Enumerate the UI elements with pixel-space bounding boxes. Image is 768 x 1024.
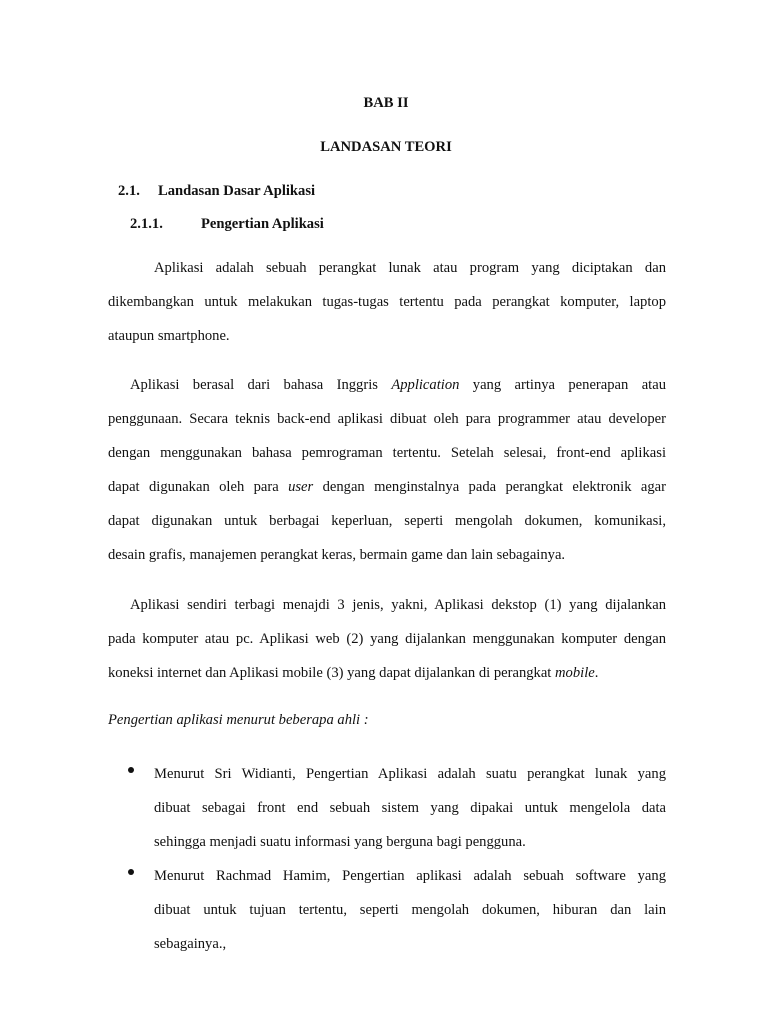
- bullet-icon: [128, 869, 134, 875]
- section-title: Landasan Dasar Aplikasi: [158, 183, 316, 199]
- list-item-line: sebagainya.,: [154, 936, 227, 952]
- text-run: dengan menginstalnya pada perangkat elektronik agar: [313, 479, 666, 495]
- paragraph-types: [108, 588, 666, 690]
- experts-heading: Pengertian aplikasi menurut beberapa ahli :: [108, 712, 369, 728]
- list-item-text: [154, 757, 666, 859]
- italic-term: user: [288, 479, 314, 495]
- list-item-line: sehingga menjadi suatu informasi yang berguna bagi pengguna.: [154, 834, 526, 850]
- text-run: .: [594, 665, 599, 681]
- list-item-line: Menurut Sri Widianti, Pengertian Aplikasi adalah suatu perangkat lunak yang: [154, 766, 666, 782]
- paragraph-line: [108, 368, 666, 402]
- paragraph-origin: [108, 368, 666, 572]
- paragraph-line: pada komputer atau pc. Aplikasi web (2) yang dijalankan menggunakan komputer dengan: [108, 631, 666, 647]
- paragraph-line: dikembangkan untuk melakukan tugas-tugas tertentu pada perangkat komputer, laptop: [108, 294, 666, 310]
- paragraph-line: desain grafis, manajemen perangkat keras, bermain game dan lain sebagainya.: [108, 547, 566, 563]
- paragraph-line: dapat digunakan untuk berbagai keperluan, seperti mengolah dokumen, komunikasi,: [108, 513, 666, 529]
- text-run: dapat digunakan oleh para: [108, 479, 289, 495]
- text-run: Aplikasi berasal dari bahasa Inggris: [130, 377, 392, 393]
- section-number: 2.1.: [118, 183, 140, 199]
- list-item-line: dibuat untuk tujuan tertentu, seperti mengolah dokumen, hiburan dan lain: [154, 902, 666, 918]
- paragraph-definition: [108, 251, 666, 353]
- paragraph-line: ataupun smartphone.: [108, 328, 230, 344]
- paragraph-line: dengan menggunakan bahasa pemrograman tertentu. Setelah selesai, front-end aplikasi: [108, 445, 666, 461]
- list-item-line: Menurut Rachmad Hamim, Pengertian aplikasi adalah sebuah software yang: [154, 868, 666, 884]
- subsection-number: 2.1.1.: [130, 216, 163, 232]
- text-run: yang artinya penerapan atau: [459, 377, 666, 393]
- list-item-line: dibuat sebagai front end sebuah sistem yang dipakai untuk mengelola data: [154, 800, 666, 816]
- paragraph-line: Aplikasi sendiri terbagi menajdi 3 jenis, yakni, Aplikasi dekstop (1) yang dijalankan: [130, 597, 666, 613]
- chapter-title: LANDASAN TEORI: [320, 139, 452, 155]
- paragraph-line: penggunaan. Secara teknis back-end aplikasi dibuat oleh para programmer atau developer: [108, 411, 666, 427]
- italic-term: mobile: [555, 665, 595, 681]
- bullet-icon: [128, 767, 134, 773]
- paragraph-line: [108, 470, 666, 504]
- chapter-label: BAB II: [363, 95, 409, 111]
- subsection-title: Pengertian Aplikasi: [201, 216, 324, 232]
- text-run: koneksi internet dan Aplikasi mobile (3) yang dapat dijalankan di perangkat: [108, 665, 556, 681]
- italic-term: Application: [391, 377, 460, 393]
- paragraph-line: Aplikasi adalah sebuah perangkat lunak atau program yang diciptakan dan: [154, 260, 666, 276]
- paragraph-line: [108, 656, 666, 690]
- list-item-text: [154, 859, 666, 961]
